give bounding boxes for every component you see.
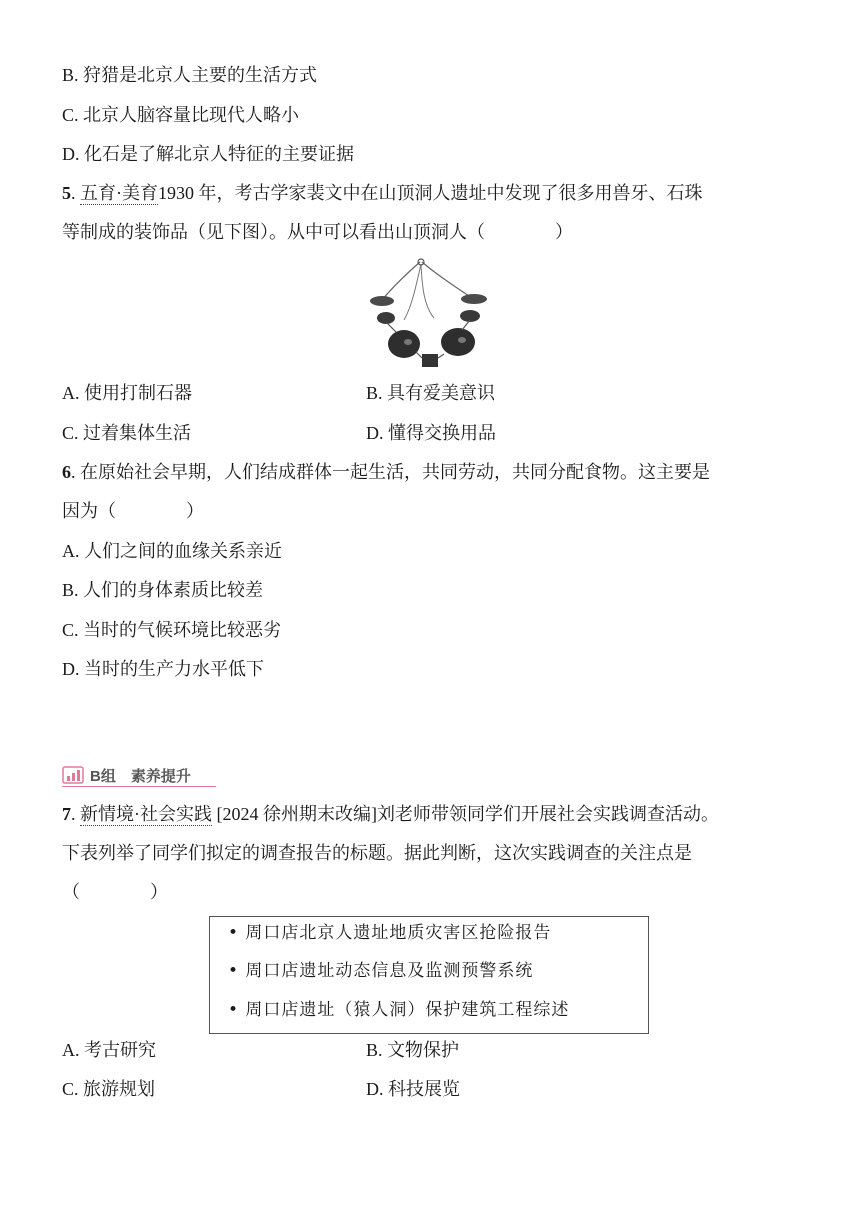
report-title-item: • 周口店遗址（猿人洞）保护建筑工程综述 xyxy=(228,1000,570,1020)
report-title-item: • 周口店北京人遗址地质灾害区抢险报告 xyxy=(228,923,552,943)
q5-option-c: C. 过着集体生活 xyxy=(62,423,192,443)
section-label: B组 素养提升 xyxy=(90,767,191,785)
q5-option-d: D. 懂得交换用品 xyxy=(366,423,496,443)
q5-text-line2: 等制成的装饰品（见下图）。从中可以看出山顶洞人（ xyxy=(62,222,485,242)
q7-number: 7 xyxy=(62,804,71,824)
q5-option-b: B. 具有爱美意识 xyxy=(366,383,496,403)
q5-tag: 五育·美育 xyxy=(80,183,158,203)
report-titles-box xyxy=(209,916,649,1034)
q5-option-a: A. 使用打制石器 xyxy=(62,383,192,403)
chart-growth-icon xyxy=(62,766,84,784)
q4-option-b: B. 狩猎是北京人主要的生活方式 xyxy=(62,65,318,85)
q6-stem-line2: 因为（ ） xyxy=(62,501,204,521)
q6-option-a: A. 人们之间的血缘关系亲近 xyxy=(62,541,282,561)
q7-stem-line1: 7. 新情境·社会实践 [2024 徐州期末改编]刘老师带领同学们开展社会实践调查活动。 xyxy=(62,804,719,824)
q7-stem-line3: （ ） xyxy=(62,882,168,902)
q5-stem-line2: 等制成的装饰品（见下图）。从中可以看出山顶洞人（ ） xyxy=(62,222,573,242)
q6-text-line2: 因为（ xyxy=(62,501,116,521)
q7-option-c: C. 旅游规划 xyxy=(62,1079,156,1099)
q7-option-d: D. 科技展览 xyxy=(366,1079,460,1099)
q4-option-c: C. 北京人脑容量比现代人略小 xyxy=(62,105,300,125)
q7-option-a: A. 考古研究 xyxy=(62,1040,156,1060)
q7-tag: 新情境·社会实践 xyxy=(80,804,212,824)
q6-text-line1: . 在原始社会早期，人们结成群体一起生活，共同劳动，共同分配食物。这主要是 xyxy=(71,462,710,482)
q6-option-d: D. 当时的生产力水平低下 xyxy=(62,659,264,679)
q7-option-b: B. 文物保护 xyxy=(366,1040,460,1060)
q6-option-b: B. 人们的身体素质比较差 xyxy=(62,580,264,600)
q5-text-line1: 1930 年，考古学家裴文中在山顶洞人遗址中发现了很多用兽牙、石珠 xyxy=(158,183,703,203)
q5-number: 5 xyxy=(62,183,71,203)
q6-stem-line1 xyxy=(62,460,710,484)
q6-option-c: C. 当时的气候环境比较恶劣 xyxy=(62,620,282,640)
q5-stem-line1: 5. 五育·美育1930 年，考古学家裴文中在山顶洞人遗址中发现了很多用兽牙、石珠 xyxy=(62,183,703,203)
q7-stem-line2: 下表列举了同学们拟定的调查报告的标题。据此判断，这次实践调查的关注点是 xyxy=(62,843,692,863)
section-header-b xyxy=(62,764,216,787)
q6-number: 6 xyxy=(62,462,71,482)
q7-text-line1: [2024 徐州期末改编]刘老师带领同学们开展社会实践调查活动。 xyxy=(212,804,719,824)
report-title-item: • 周口店遗址动态信息及监测预警系统 xyxy=(228,961,534,981)
q4-option-d: D. 化石是了解北京人特征的主要证据 xyxy=(62,144,354,164)
necklace-image xyxy=(364,256,494,374)
